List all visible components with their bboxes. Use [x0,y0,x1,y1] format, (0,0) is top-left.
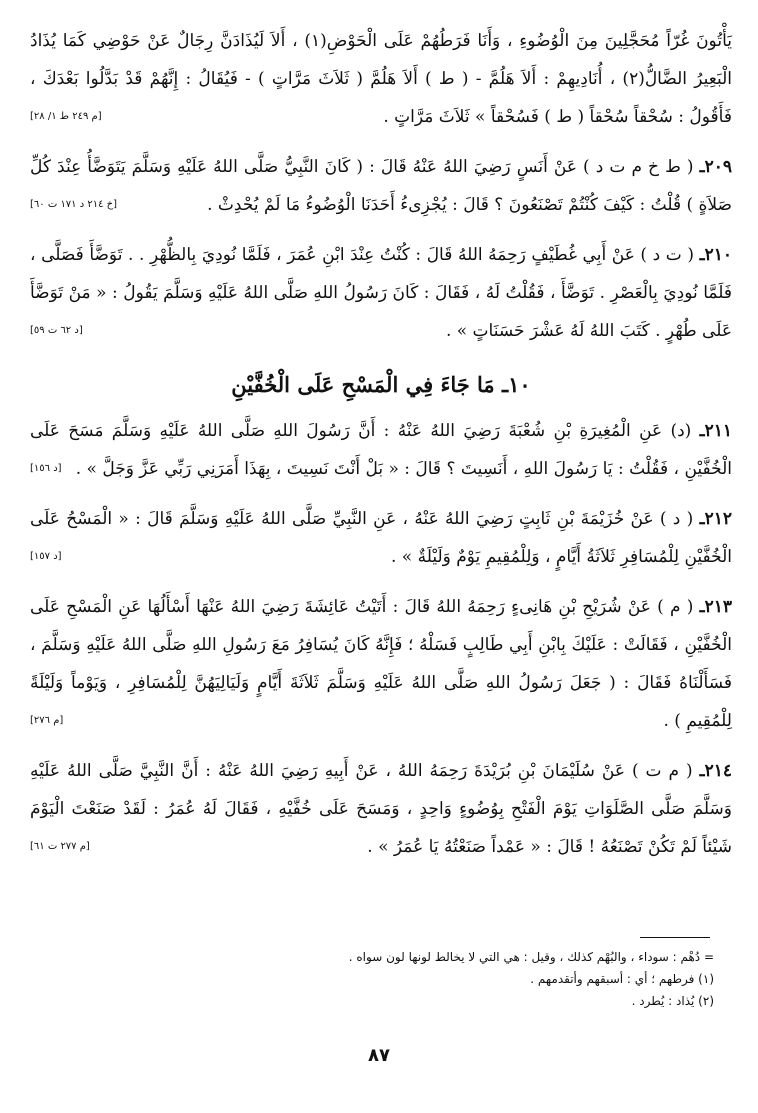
source-reference: [م ٢٤٩ ط ١/ ٢٨] [30,111,102,122]
hadith-211 [30,412,732,488]
chapter-heading: ١٠ـ مَا جَاءَ فِي الْمَسْحِ عَلَى الْخُفَّيْنِ [231,372,531,397]
main-text [30,22,732,866]
hadith-text: يَأْتُونَ غُرّاً مُحَجَّلِينَ مِنَ الْوُضُوءِ ، وَأَنَا فَرَطُهُمْ عَلَى الْحَوْضِ(١) ، أَلاَ لَيُذَادَنَّ رِجَالٌ عَنْ حَوْضِي كَمَا يُذَادُ الْبَعِيرُ الضَّالُّ(٢) ، أُنَادِيهِمْ : أَلاَ هَلُمَّ - ( ط ) أَلاَ هَلُمَّ ( ثَلاَثَ مَرَّاتٍ ) - فَيُقَالُ : إِنَّهُمْ قَدْ بَدَّلُوا بَعْدَكَ ، فَأَقُولُ : سُحْقاً سُحْقاً ( ط ) فَسُحْقاً » ثَلاَثَ مَرَّاتٍ . [30,31,732,127]
source-reference: [د ١٥٦] [30,463,62,474]
hadith-214 [30,752,732,866]
footnote-1: (١) فرطهم ؛ أي : أسبقهم وأتقدمهم . [530,972,714,986]
footnote-continuation: = دُهْم : سوداء ، والبُهْم كذلك ، وقيل : هي التي لا يخالط لونها لون سواه . [348,950,714,964]
hadith-number: ٢١٣ـ [699,597,732,617]
hadith-number: ٢١٤ـ [699,761,732,781]
hadith-number: ٢٠٩ـ [699,157,732,177]
hadith-212 [30,500,732,576]
hadith-number: ٢١٢ـ [699,509,732,529]
source-reference: [د ٦٢ ت ٥٩] [30,325,83,336]
hadith-text: ( م ) عَنْ شُرَيْحِ بْنِ هَانِىءٍ رَحِمَهُ اللهُ قَالَ : أَتَيْتُ عَائِشَةَ رَضِيَ اللهُ عَنْهَا أَسْأَلُهَا عَنِ الْمَسْحِ عَلَى الْخُفَّيْنِ ، فَقَالَتْ : عَلَيْكَ بِابْنِ أَبِي طَالِبٍ فَسَلْهُ ؛ فَإِنَّهُ كَانَ يُسَافِرُ مَعَ رَسُولِ اللهِ صَلَّى اللهُ عَلَيْهِ وَسَلَّمَ ، فَسَأَلْنَاهُ فَقَالَ : ( جَعَلَ رَسُولُ اللهِ صَلَّى اللهُ عَلَيْهِ وَسَلَّمَ ثَلاَثَةَ أَيَّامٍ وَلَيَالِيَهُنَّ لِلْمُسَافِرِ ، وَيَوْماً وَلَيْلَةً لِلْمُقِيمِ ) . [30,597,732,731]
hadith-text: ( د ) عَنْ خُزَيْمَةَ بْنِ ثَابِتٍ رَضِيَ اللهُ عَنْهُ ، عَنِ النَّبِيِّ صَلَّى اللهُ عَلَيْهِ وَسَلَّمَ قَالَ : « الْمَسْحُ عَلَى الْخُفَّيْنِ لِلْمُسَافِرِ ثَلاَثَةُ أَيَّامٍ ، وَلِلْمُقِيمِ يَوْمٌ وَلَيْلَةٌ » . [30,509,732,567]
source-reference: [م ٢٧٧ ت ٦١] [30,841,90,852]
hadith-text: ( ت د ) عَنْ أَبِي غُطَيْفٍ رَحِمَهُ اللهُ قَالَ : كُنْتُ عِنْدَ ابْنِ عُمَرَ ، فَلَمَّا نُودِيَ بِالظُّهْرِ . . تَوَضَّأَ فَصَلَّى ، فَلَمَّا نُودِيَ بِالْعَصْرِ . تَوَضَّأَ ، فَقُلْتُ لَهُ ، فَقَالَ : كَانَ رَسُولُ اللهِ صَلَّى اللهُ عَلَيْهِ وَسَلَّمَ يَقُولُ : « مَنْ تَوَضَّأَ عَلَى طُهْرٍ . كَتَبَ اللهُ لَهُ عَشْرَ حَسَنَاتٍ » . [30,245,732,341]
source-reference: [خ ٢١٤ د ١٧١ ت ٦٠] [30,199,118,210]
hadith-text: (د) عَنِ الْمُغِيرَةِ بْنِ شُعْبَةَ رَضِيَ اللهُ عَنْهُ : أَنَّ رَسُولَ اللهِ صَلَّى اللهُ عَلَيْهِ وَسَلَّمَ مَسَحَ عَلَى الْخُفَّيْنِ ، فَقُلْتُ : يَا رَسُولَ اللهِ ، أَنَسِيتَ ؟ قَالَ : « بَلْ أَنْتَ نَسِيتَ ، بِهَذَا أَمَرَنِي رَبِّي عَزَّ وَجَلَّ » . [30,421,732,479]
hadith-text: ( ط خ م ت د ) عَنْ أَنَسٍ رَضِيَ اللهُ عَنْهُ قَالَ : ( كَانَ النَّبِيُّ صَلَّى اللهُ عَلَيْهِ وَسَلَّمَ يَتَوَضَّأُ عِنْدَ كُلِّ صَلاَةٍ ) قُلْتُ : كَيْفَ كُنْتُمْ تَصْنَعُونَ ؟ قَالَ : يُجْزِىءُ أَحَدَنَا الْوُضُوءُ مَا لَمْ يُحْدِثْ . [30,157,732,215]
footnote-2: (٢) يُذاد : يُطرد . [631,994,714,1008]
hadith-number: ٢١٠ـ [699,245,733,265]
footnote-divider [640,937,710,938]
hadith-number: ٢١١ـ [699,421,733,441]
source-reference: [م ٢٧٦] [30,715,64,726]
page-number: ٨٧ [368,1045,390,1066]
hadith-213 [30,588,732,740]
hadith-continuation [30,22,732,136]
footnotes [54,946,714,1012]
hadith-209 [30,148,732,224]
hadith-text: ( م ت ) عَنْ سُلَيْمَانَ بْنِ بُرَيْدَةَ رَحِمَهُ اللهُ ، عَنْ أَبِيهِ رَضِيَ اللهُ عَنْهُ : أَنَّ النَّبِيَّ صَلَّى اللهُ عَلَيْهِ وَسَلَّمَ صَلَّى الصَّلَوَاتِ يَوْمَ الْفَتْحِ بِوُضُوءٍ وَاحِدٍ ، وَمَسَحَ عَلَى خُفَّيْهِ ، فَقَالَ لَهُ عُمَرُ : لَقَدْ صَنَعْتَ الْيَوْمَ شَيْئاً لَمْ تَكُنْ تَصْنَعُهُ ! قَالَ : « عَمْداً صَنَعْتُهُ يَا عُمَرُ » . [30,761,732,857]
hadith-210 [30,236,732,350]
source-reference: [د ١٥٧] [30,551,62,562]
